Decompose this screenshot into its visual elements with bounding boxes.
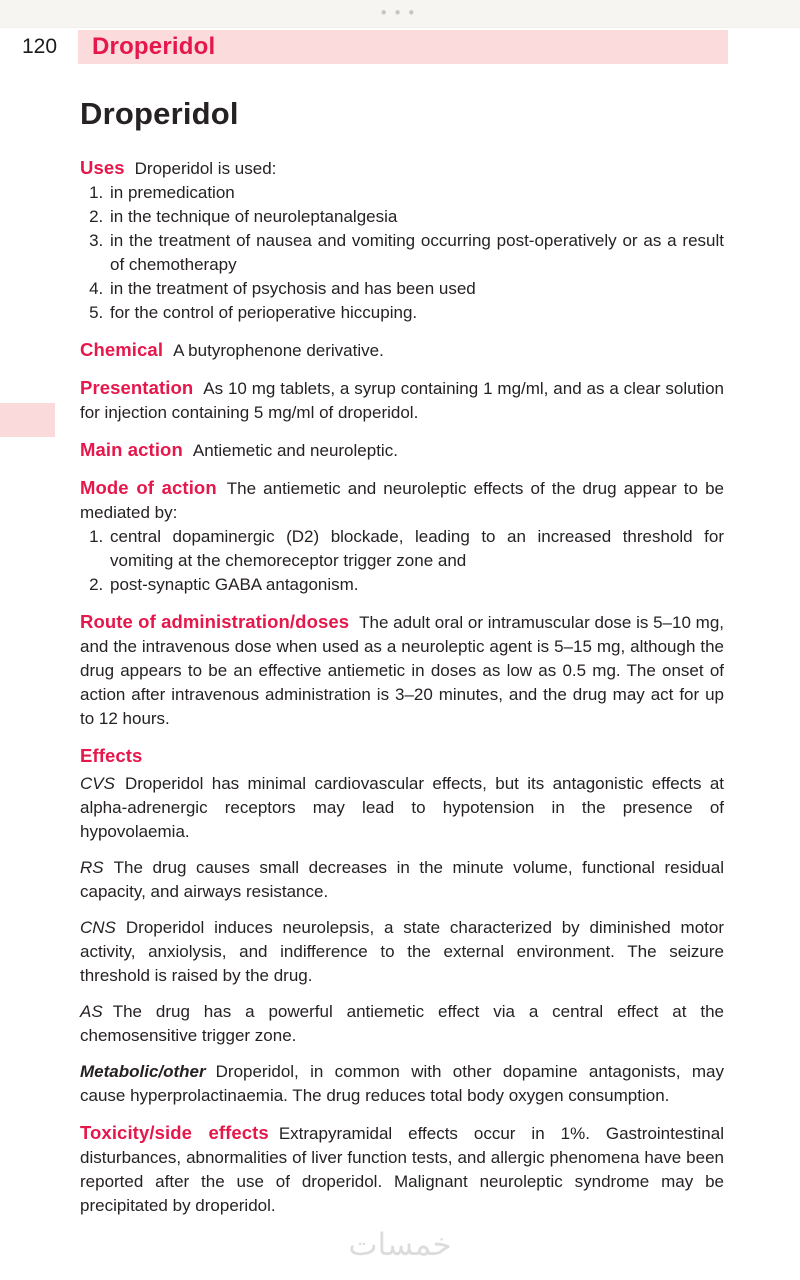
- presentation-heading: Presentation: [80, 377, 194, 398]
- route-text: The adult oral or intramuscular dose is 5–10 mg, and the intravenous dose when used as a neuroleptic agent is 5–15 mg, although the drug appears to be an effective antiemetic in doses as low as 0.5 mg. The onset of action after intravenous administration is 3–20 minutes, and the drug may act for up to 12 hours.: [80, 613, 724, 728]
- effects-as-label: AS: [80, 1002, 103, 1021]
- effects-as-text: The drug has a powerful antiemetic effect via a central effect at the chemosensitive trigger zone.: [80, 1002, 724, 1045]
- section-effects: [80, 744, 724, 1108]
- effects-metabolic-text: Droperidol, in common with other dopamine antagonists, may cause hyperprolactinaemia. The drug reduces total body oxygen consumption.: [80, 1062, 724, 1105]
- main-action-heading: Main action: [80, 439, 183, 460]
- reader-top-bar: [0, 0, 800, 28]
- chemical-heading: Chemical: [80, 339, 164, 360]
- list-item: 4. in the treatment of psychosis and has been used: [108, 277, 724, 301]
- toxicity-text: Extrapyramidal effects occur in 1%. Gastrointestinal disturbances, abnormalities of liver function tests, and allergic phenomena have been reported after the use of droperidol. Malignant neuroleptic syndrome may be precipitated by droperidol.: [80, 1124, 724, 1215]
- running-header-banner: [78, 30, 728, 64]
- list-item: 2. in the technique of neuroleptanalgesia: [108, 205, 724, 229]
- mode-of-action-intro: The antiemetic and neuroleptic effects of the drug appear to be mediated by:: [80, 479, 724, 522]
- section-presentation: [80, 376, 724, 425]
- main-action-text: Antiemetic and neuroleptic.: [192, 441, 398, 460]
- effects-cvs-text: Droperidol has minimal cardiovascular effects, but its antagonistic effects at alpha-adrenergic receptors may lead to hypotension in the presence of hypovolaemia.: [80, 774, 724, 841]
- running-header-title: Droperidol: [92, 33, 216, 60]
- effects-cns-text: Droperidol induces neurolepsis, a state characterized by diminished motor activity, anxiolysis, and indifference to the external environment. The seizure threshold is raised by the drug.: [80, 918, 724, 985]
- page-number: 120: [22, 35, 58, 58]
- section-uses: [80, 156, 724, 325]
- list-item: 1. central dopaminergic (D2) blockade, leading to an increased threshold for vomiting at the chemoreceptor trigger zone and: [108, 525, 724, 573]
- presentation-text: As 10 mg tablets, a syrup containing 1 mg/ml, and as a clear solution for injection containing 5 mg/ml of droperidol.: [80, 379, 724, 422]
- more-options-icon[interactable]: •••: [379, 4, 421, 22]
- effects-cvs-label: CVS: [80, 774, 115, 793]
- article-body: [80, 156, 724, 1218]
- effects-rs-text: The drug causes small decreases in the minute volume, functional residual capacity, and airways resistance.: [80, 858, 724, 901]
- list-item: 2. post-synaptic GABA antagonism.: [108, 573, 724, 597]
- chemical-text: A butyrophenone derivative.: [173, 341, 384, 360]
- effects-rs-label: RS: [80, 858, 104, 877]
- page-edge-tab: [0, 403, 55, 437]
- section-route: [80, 610, 724, 731]
- page-header: [0, 30, 800, 70]
- watermark-text: خمسات: [348, 1227, 452, 1263]
- mode-of-action-heading: Mode of action: [80, 477, 217, 498]
- mode-of-action-list: [82, 525, 724, 597]
- uses-list: [82, 181, 724, 325]
- section-chemical: [80, 338, 724, 363]
- section-toxicity: [80, 1121, 724, 1218]
- list-item: 5. for the control of perioperative hiccuping.: [108, 301, 724, 325]
- section-main-action: [80, 438, 724, 463]
- list-item: 3. in the treatment of nausea and vomiting occurring post-operatively or as a result of chemotherapy: [108, 229, 724, 277]
- toxicity-heading: Toxicity/side effects: [80, 1122, 269, 1143]
- uses-heading: Uses: [80, 157, 125, 178]
- effects-cns-label: CNS: [80, 918, 116, 937]
- uses-intro: Droperidol is used:: [134, 159, 277, 178]
- list-item: 1. in premedication: [108, 181, 724, 205]
- section-mode-of-action: [80, 476, 724, 597]
- effects-metabolic-label: Metabolic/other: [80, 1062, 206, 1081]
- effects-heading: Effects: [80, 745, 143, 766]
- route-heading: Route of administration/doses: [80, 611, 350, 632]
- article-title: Droperidol: [80, 96, 239, 131]
